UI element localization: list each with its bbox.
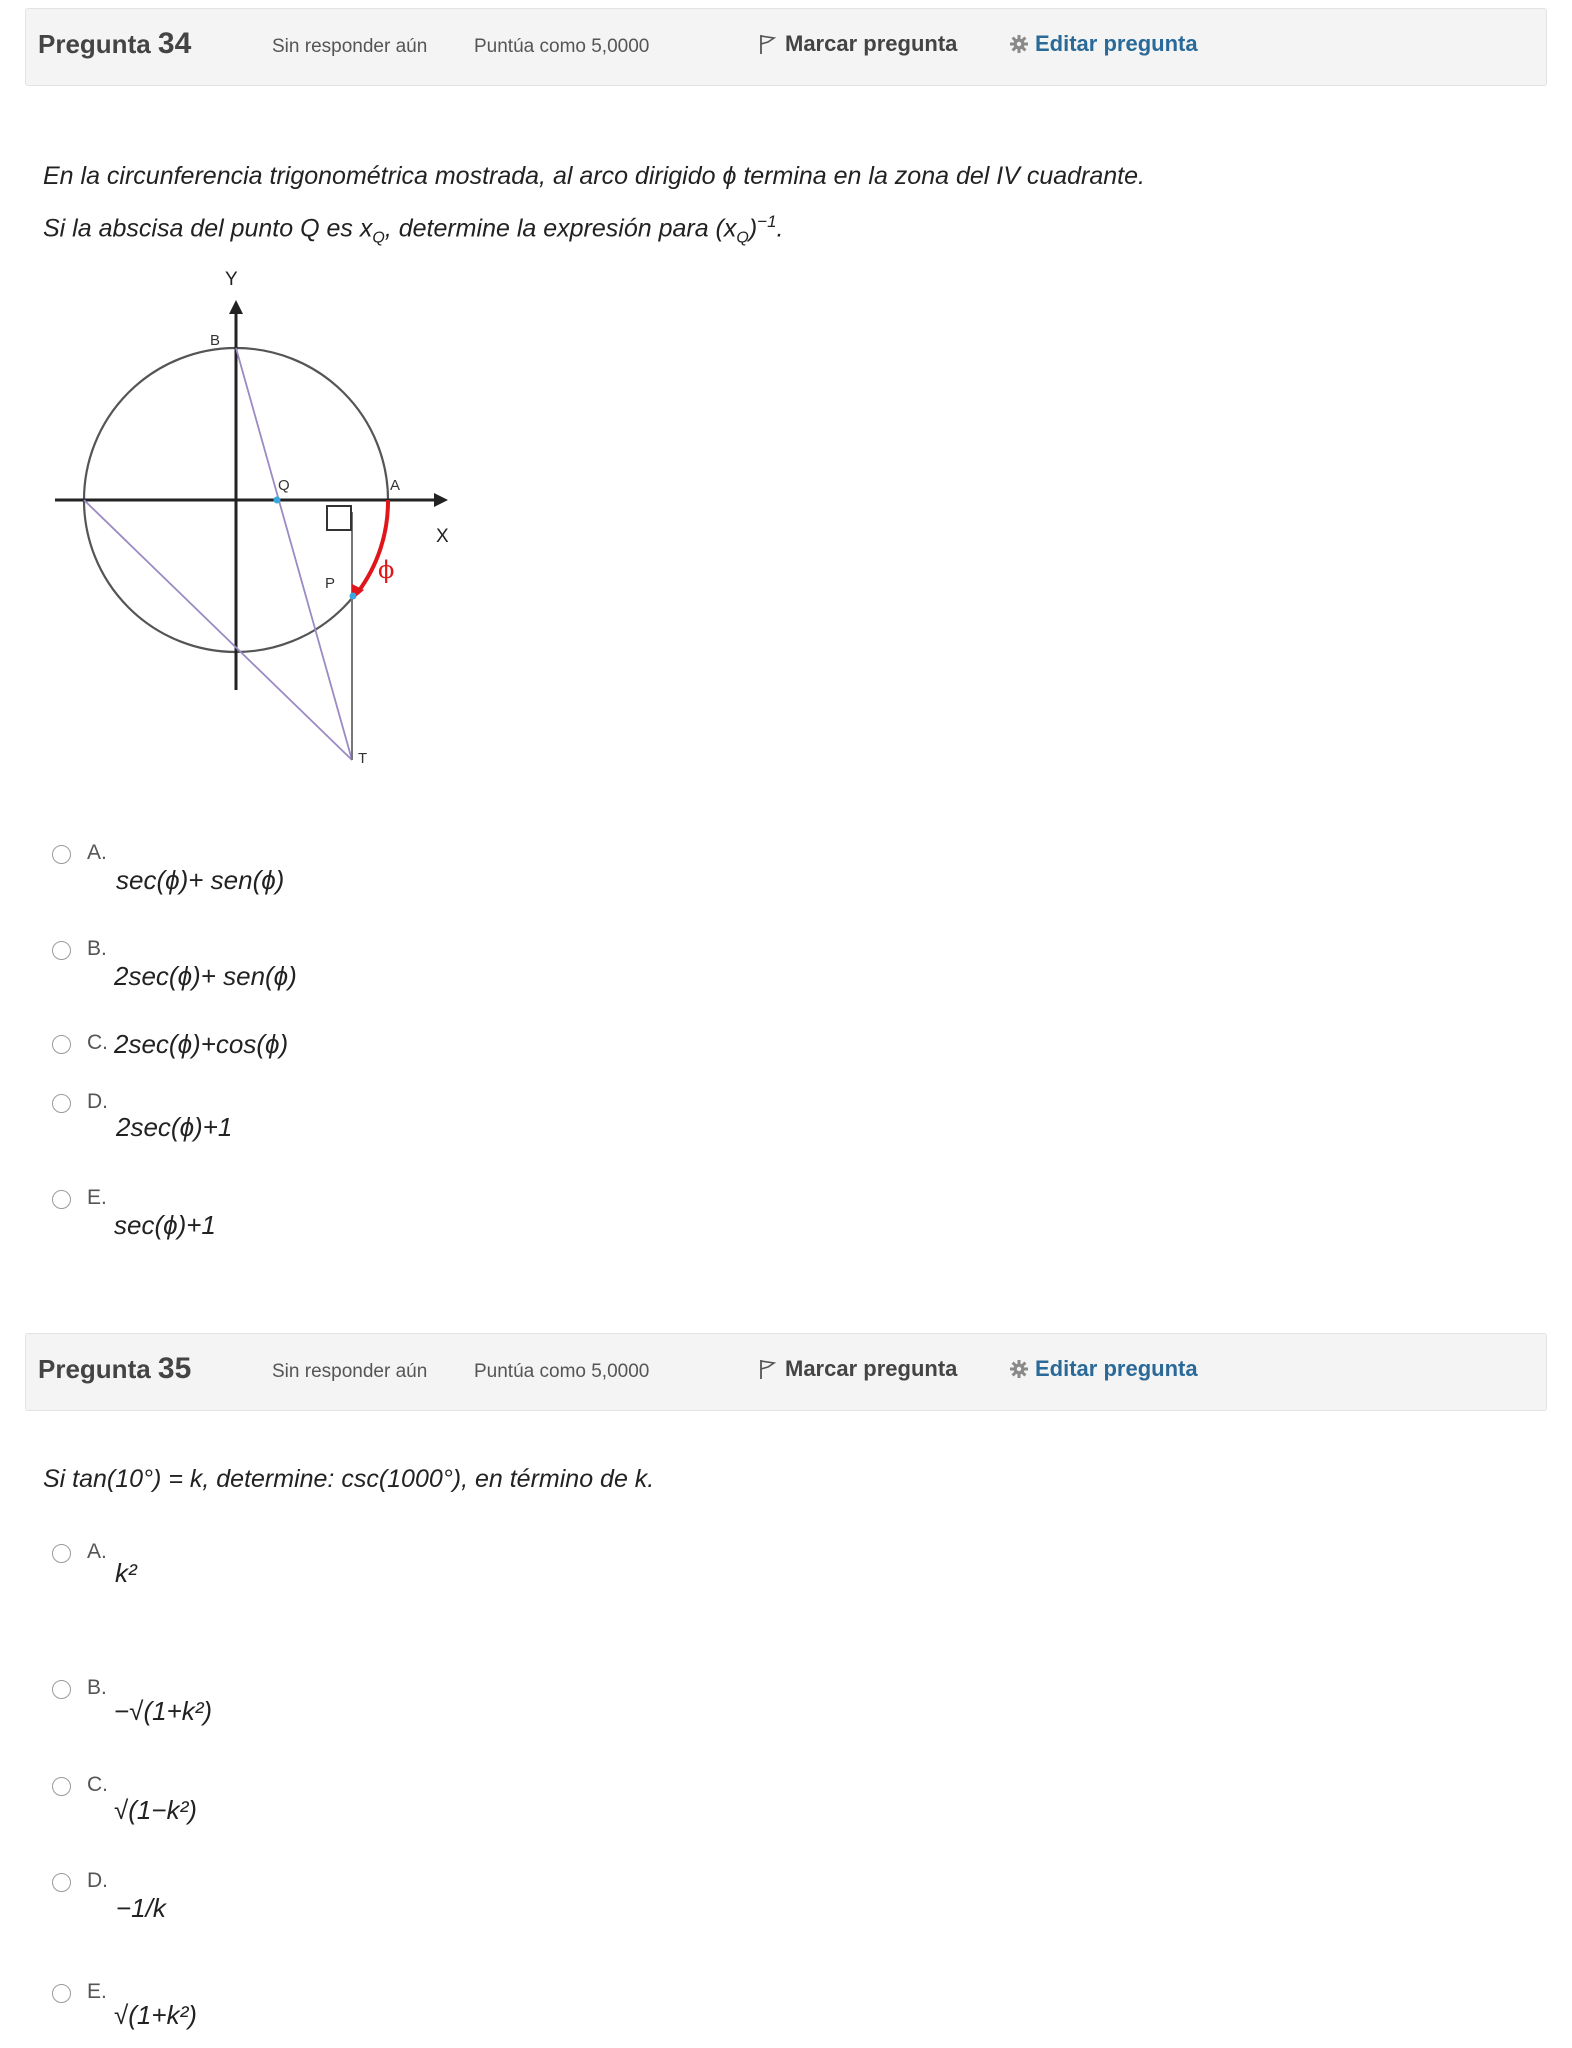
radio-button[interactable]	[52, 1777, 71, 1796]
label-q: Q	[278, 477, 290, 494]
flag-question-button[interactable]: Marcar pregunta	[759, 1356, 957, 1382]
question-title: Pregunta 35	[38, 1352, 192, 1385]
option-expression: −√(1+k²)	[114, 1696, 213, 1726]
option-letter: A.	[87, 1540, 107, 1563]
option-letter: B.	[87, 1676, 107, 1699]
unit-circle-diagram	[40, 260, 460, 780]
label-t: T	[358, 750, 368, 767]
x-axis-arrow	[434, 493, 448, 507]
option-expression: √(1−k²)	[114, 1795, 197, 1825]
option-expression: √(1+k²)	[114, 2000, 197, 2030]
option-letter: E.	[87, 1186, 107, 1209]
radio-button[interactable]	[52, 1544, 71, 1563]
option-expression: 2sec(ϕ)+cos(ϕ)	[114, 1029, 289, 1059]
gear-icon	[1009, 1359, 1029, 1379]
label-a: A	[390, 477, 401, 494]
flag-icon	[759, 1358, 777, 1380]
radio-button[interactable]	[52, 1680, 71, 1699]
option-letter: C.	[87, 1031, 108, 1054]
radio-button[interactable]	[52, 1873, 71, 1892]
y-axis-arrow	[229, 300, 243, 314]
question-34-header	[25, 8, 1547, 86]
question-35-header	[25, 1333, 1547, 1411]
option-expression: sec(ϕ)+ sen(ϕ)	[116, 865, 285, 895]
radio-button[interactable]	[52, 1035, 71, 1054]
label-b: B	[210, 332, 221, 349]
question-grade: Puntúa como 5,0000	[474, 36, 650, 57]
question-grade: Puntúa como 5,0000	[474, 1361, 650, 1382]
flag-icon	[759, 33, 777, 55]
question-35-text: Si tan(10°) = k, determine: csc(1000°), en término de k.	[43, 1465, 655, 1493]
line-left-to-t	[84, 500, 352, 760]
option-expression: 2sec(ϕ)+1	[116, 1112, 233, 1142]
label-y: Y	[225, 269, 238, 290]
line-b-to-t	[236, 348, 352, 760]
edit-question-link[interactable]: Editar pregunta	[1009, 1356, 1198, 1382]
option-expression: 2sec(ϕ)+ sen(ϕ)	[114, 961, 297, 991]
question-text-line-1: En la circunferencia trigonométrica mostrada, al arco dirigido ϕ termina en la zona del IV cuadrante.	[43, 162, 1145, 190]
question-state: Sin responder aún	[272, 1361, 428, 1382]
option-letter: D.	[87, 1869, 108, 1892]
point-q	[274, 497, 281, 504]
option-letter: C.	[87, 1773, 108, 1796]
option-letter: A.	[87, 841, 107, 864]
question-state: Sin responder aún	[272, 36, 428, 57]
radio-button[interactable]	[52, 941, 71, 960]
option-letter: D.	[87, 1090, 108, 1113]
radio-button[interactable]	[52, 1190, 71, 1209]
question-title: Pregunta 34	[38, 27, 192, 60]
radio-button[interactable]	[52, 1094, 71, 1113]
radio-button[interactable]	[52, 845, 71, 864]
label-x: X	[436, 526, 449, 547]
flag-question-button[interactable]: Marcar pregunta	[759, 31, 957, 57]
option-letter: B.	[87, 937, 107, 960]
option-expression: sec(ϕ)+1	[114, 1210, 216, 1240]
question-text-line-2: Si la abscisa del punto Q es $x_Q$, determine la expresión para $(x_Q)^{-1}$.	[43, 212, 784, 247]
label-phi: ϕ	[378, 556, 395, 584]
right-angle-mark	[327, 506, 351, 530]
question-34-text	[43, 153, 1145, 261]
option-expression: −1/k	[116, 1893, 166, 1923]
option-letter: E.	[87, 1980, 107, 2003]
edit-question-link[interactable]: Editar pregunta	[1009, 31, 1198, 57]
option-expression: k²	[115, 1558, 137, 1588]
label-p: P	[325, 575, 336, 592]
radio-button[interactable]	[52, 1984, 71, 2003]
point-p	[350, 593, 357, 600]
gear-icon	[1009, 34, 1029, 54]
